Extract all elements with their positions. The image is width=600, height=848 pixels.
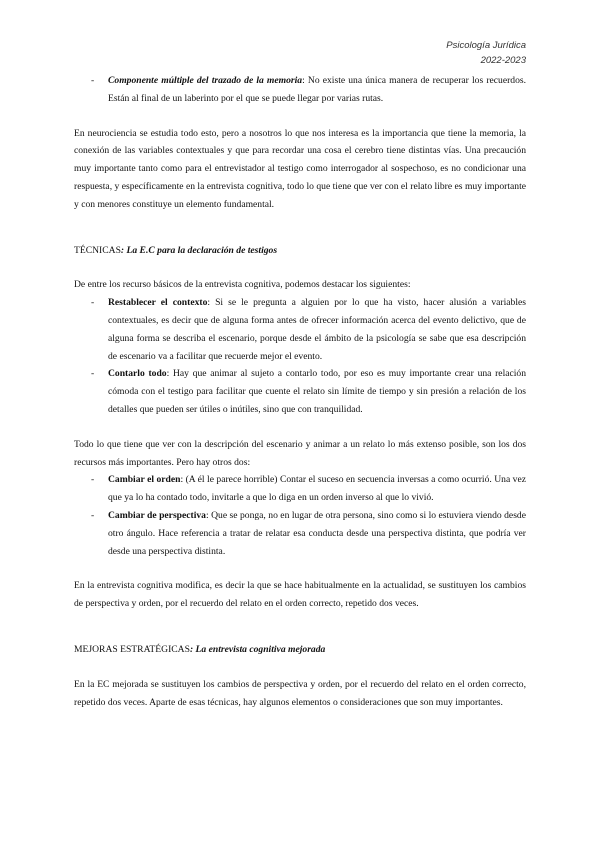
document-body (74, 72, 526, 711)
bullet-term: Restablecer el contexto (108, 297, 208, 309)
page-header (446, 38, 526, 68)
header-year: 2022-2023 (480, 55, 526, 66)
section-title: : La entrevista cognitiva mejorada (189, 643, 326, 655)
bullet-dash: - (91, 474, 95, 486)
other-techniques-list (74, 471, 526, 560)
list-item (74, 471, 526, 507)
bullet-text: : (A él le parece horrible) Contar el suceso en secuencia inversas a como ocurrió. Una vez que ya lo ha contado todo, invitarle a que lo diga en un orden inverso al que lo vivió. (108, 474, 526, 504)
list-item (74, 294, 526, 365)
bullet-list-top (74, 72, 526, 108)
techniques-list (74, 294, 526, 419)
section-heading-mejoras (74, 641, 526, 659)
bullet-dash: - (91, 368, 95, 380)
paragraph-description: Todo lo que tiene que ver con la descripción del escenario y animar a un relato lo más extenso posible, son los dos recursos más importantes. Pero hay otros dos: (74, 438, 526, 468)
section-label: MEJORAS ESTRATÉGICAS (74, 643, 190, 655)
bullet-term: Cambiar el orden (108, 474, 181, 486)
bullet-text: : Hay que animar al sujeto a contarlo todo, por eso es muy importante crear una relación cómoda con el testigo para facilitar que cuente el relato sin límite de tiempo y sin presión a relación de los detalles que pueden ser útiles o inútiles, sino que con tranquilidad. (108, 368, 527, 415)
bullet-dash: - (91, 75, 95, 86)
bullet-term: Contarlo todo (108, 368, 167, 380)
bullet-dash: - (91, 509, 95, 521)
bullet-text: : Que se ponga, no en lugar de otra persona, sino como si lo estuviera viendo desde otro ángulo. Hace referencia a tratar de relatar esa conducta desde una perspectiva distinta, que podría ver desde una perspectiva distinta. (108, 509, 526, 557)
bullet-term: Cambiar de perspectiva (108, 509, 206, 521)
section-title: : La E.C para la declaración de testigos (120, 244, 278, 256)
list-item (74, 72, 526, 108)
paragraph-improved-interview: En la EC mejorada se sustituyen los cambios de perspectiva y orden, por el recuerdo del relato en el orden correcto, repetido dos veces. Aparte de esas técnicas, hay algunos elementos o consideraciones que son muy importantes. (74, 678, 526, 708)
paragraph-neuroscience: En neurociencia se estudia todo esto, pero a nosotros lo que nos interesa es la importancia que tiene la memoria, la conexión de las variables contextuales y que para recordar una cosa el cerebro tiene distintas vías. Una precaución muy importante tanto como para el entrevistador al testigo como interrogador al sospechoso, es no condicionar una respuesta, y específicamente en la entrevista cognitiva, todo lo que tiene que ver con el relato libre es muy importante y con menores constituye un elemento fundamental. (74, 127, 526, 210)
bullet-text: : No existe una única manera de recuperar los recuerdos. Están al final de un laberinto por el que se puede llegar por varias rutas. (108, 75, 527, 104)
header-subject: Psicología Jurídica (446, 40, 526, 51)
bullet-dash: - (91, 297, 95, 309)
section-label: TÉCNICAS (74, 244, 121, 256)
section-heading-tecnicas (74, 242, 526, 260)
paragraph-modified-interview: En la entrevista cognitiva modifica, es decir la que se hace habitualmente en la actualidad, se sustituyen los cambios de perspectiva y orden, por el recuerdo del relato en el orden correcto, repetido dos veces. (74, 580, 526, 610)
bullet-term: Componente múltiple del trazado de la memoria (108, 75, 303, 86)
paragraph-intro-techniques: De entre los recurso básicos de la entrevista cognitiva, podemos destacar los siguientes: (74, 279, 411, 291)
bullet-text: : Si se le pregunta a alguien por lo que ha visto, hacer alusión a variables contextuales, es decir que de alguna forma antes de ofrecer información acerca del evento delictivo, que de alguna forma se describa el escenario, porque desde el ámbito de la psicología se sabe que esa descripción de escenario va a facilitar que recuerde mejor el evento. (108, 297, 527, 362)
list-item (74, 365, 526, 418)
list-item (74, 507, 526, 560)
